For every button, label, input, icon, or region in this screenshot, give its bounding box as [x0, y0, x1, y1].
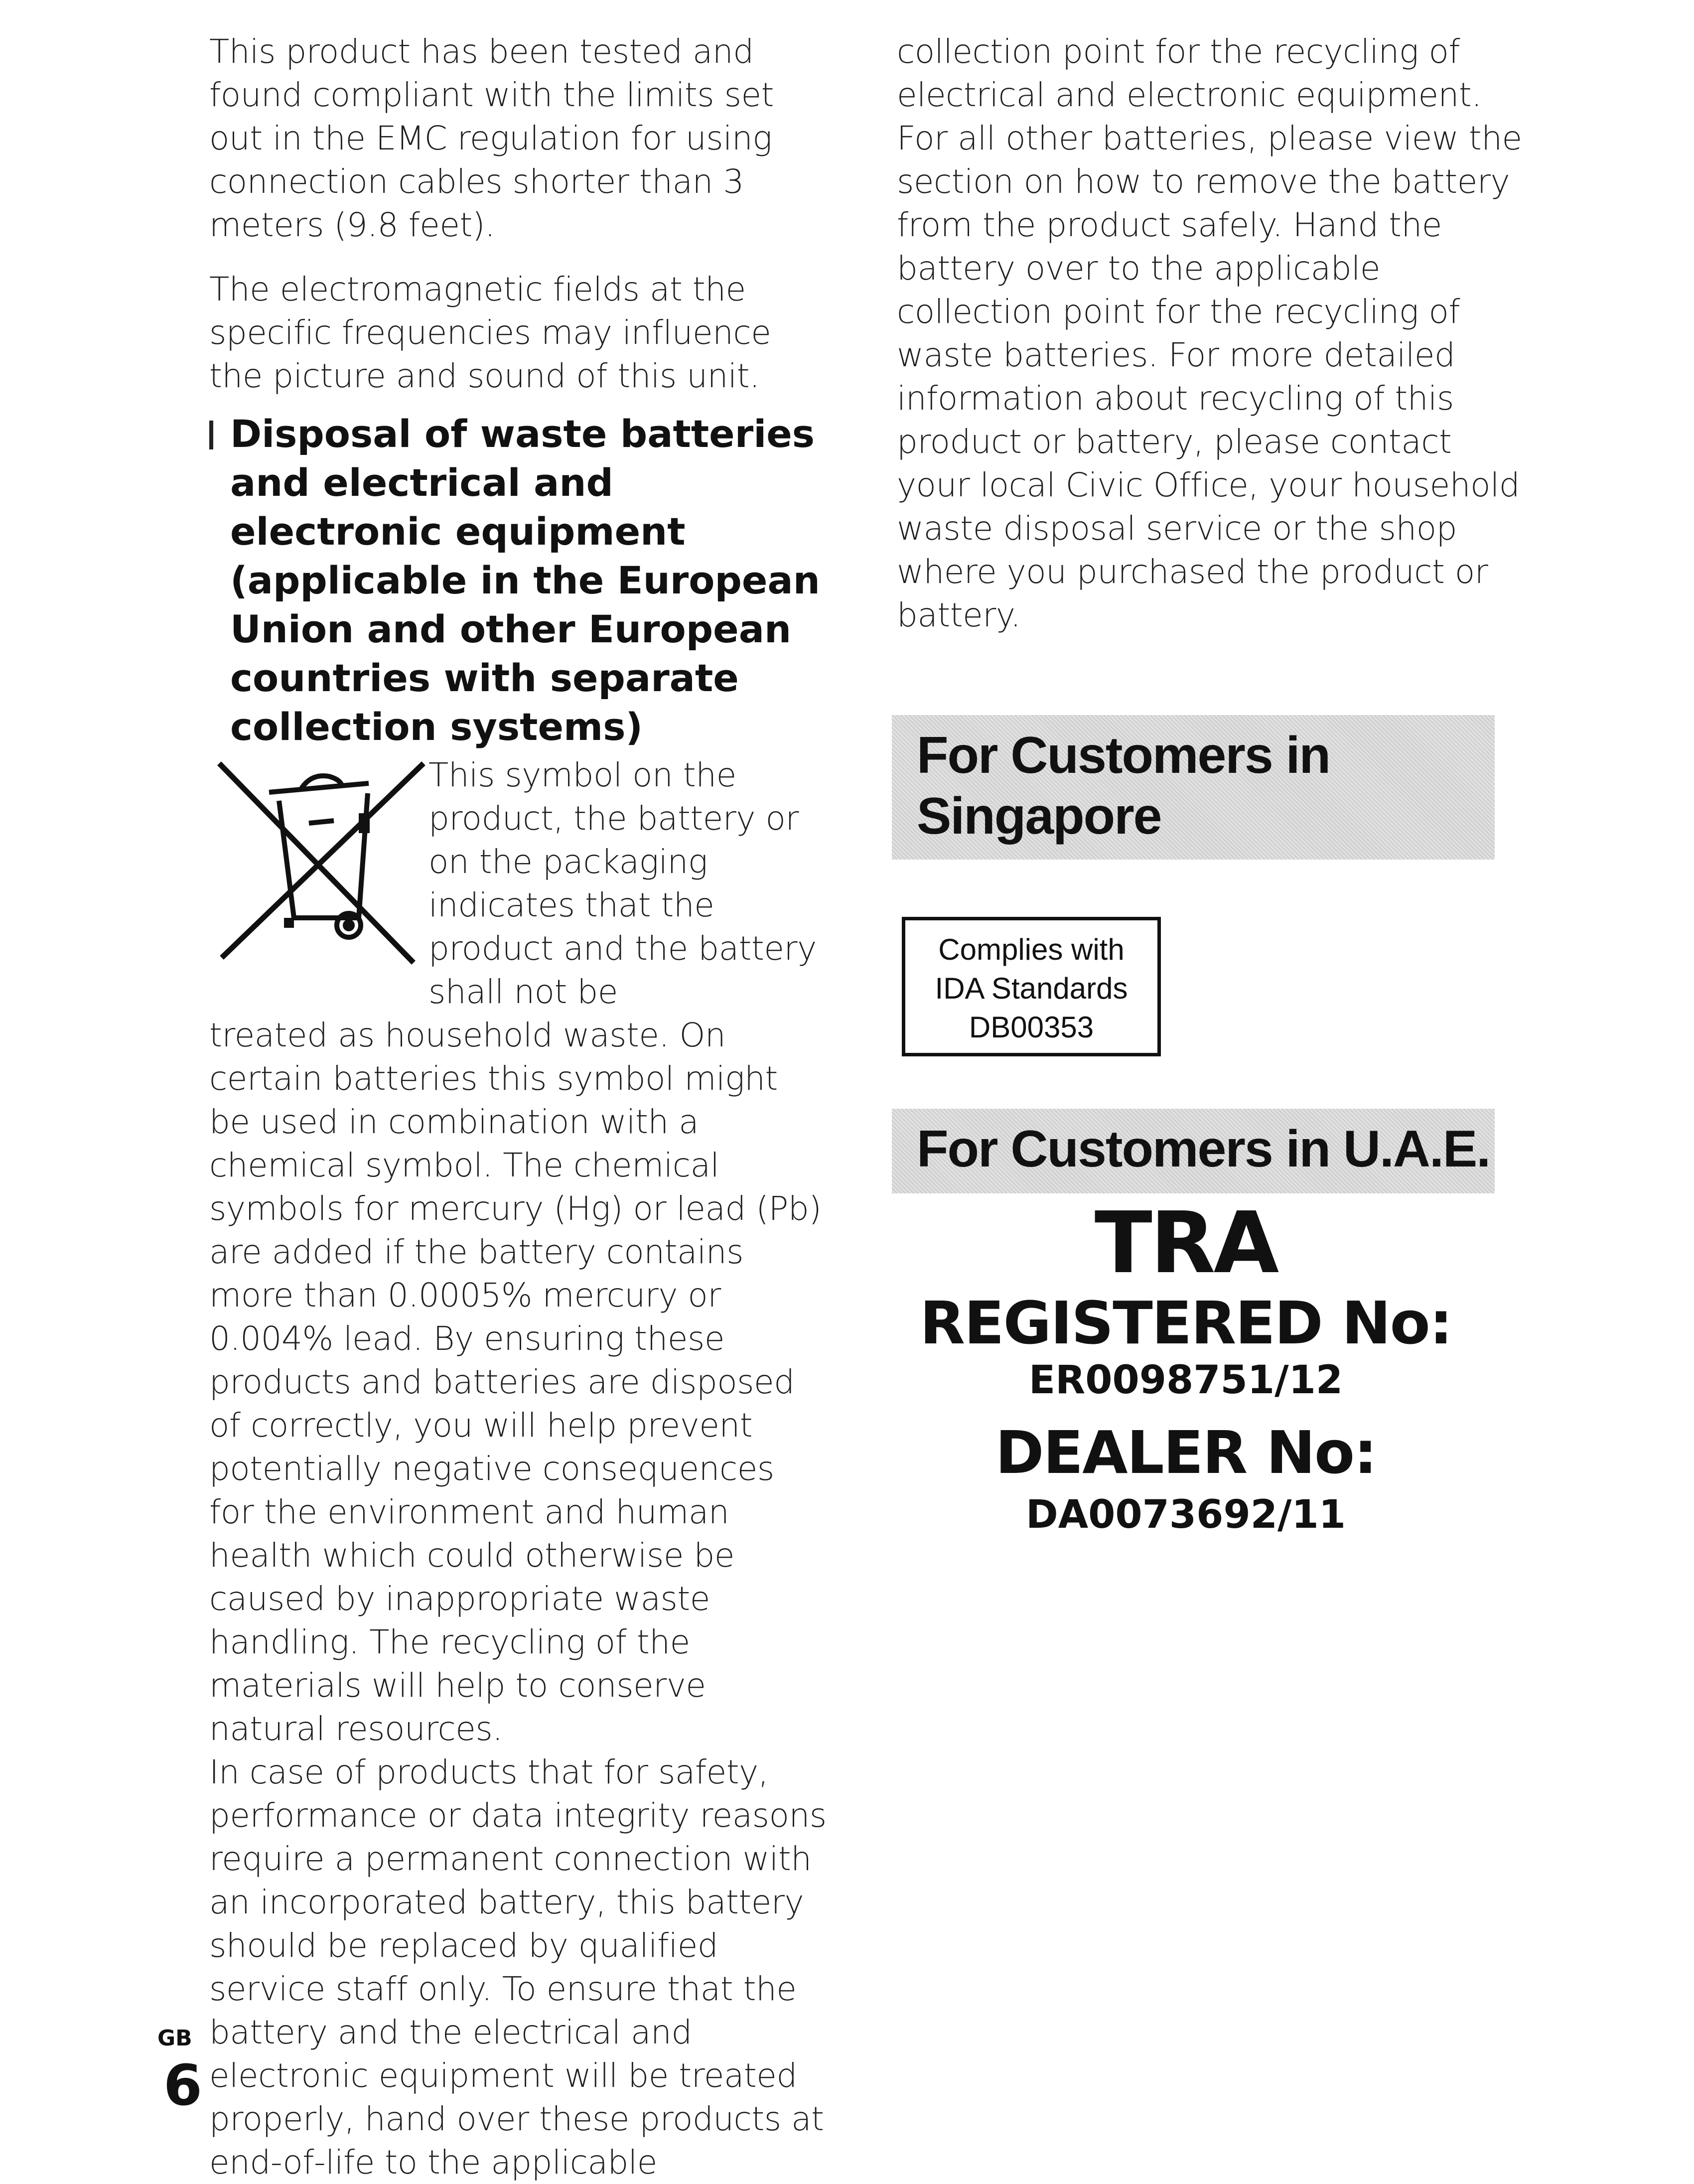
disposal-heading-text: Disposal of waste batteries and electrical and electronic equipment (applicable in the European Union and other European countries with separate collection systems) [230, 412, 820, 749]
page-number: 6 [163, 2053, 202, 2118]
singapore-heading-line1: For Customers in [917, 727, 1330, 784]
uae-heading-band [892, 1109, 1495, 1193]
weee-symbol-row [209, 753, 827, 1014]
waste-handling-paragraph: treated as household waste. On certain batteries this symbol might be used in combination with a chemical symbol. The chemical symbols for mercury (Hg) or lead (Pb) are added if the battery contains more than 0.0005% mercury or 0.004% lead. By ensuring these products and batteries are disposed of correctly, you will help prevent potentially negative consequences for the environment and human health which could otherwise be caused by inappropriate waste handling. The recycling of the materials will help to conserve natural resources. [209, 1016, 822, 1748]
registered-label: REGISTERED No: [920, 1289, 1452, 1357]
crossed-out-wheelie-bin-icon [209, 753, 428, 968]
ida-line2: IDA Standards [935, 972, 1128, 1005]
recycling-continued-paragraph: collection point for the recycling of electrical and electronic equipment. For all other batteries, please view the section on how to remove the battery from the product safely. Hand the battery over to the applicable collection point for the recycling of waste batteries. For more detailed information about recycling of this product or battery, please contact your local Civic Office, your household waste disposal service or the shop where you purchased the product or battery. [897, 32, 1522, 634]
singapore-heading-line2: Singapore [917, 787, 1161, 845]
weee-symbol-description: This symbol on the product, the battery or on the packaging indicates that the product and the battery shall not be [428, 756, 817, 1011]
left-column [209, 30, 827, 2184]
dealer-number: DA0073692/11 [1025, 1492, 1346, 1537]
heading-marker [209, 421, 213, 449]
dealer-label: DEALER No: [995, 1418, 1377, 1487]
emc-compliance-paragraph: This product has been tested and found compliant with the limits set out in the EMC regulation for using connection cables shorter than 3 meters (9.8 feet). [209, 32, 774, 244]
incorporated-battery-paragraph: In case of products that for safety, performance or data integrity reasons require a permanent connection with an incorporated battery, this battery should be replaced by qualified service staff only. To ensure that the battery and the electrical and electronic equipment will be treated properly, hand over these products at end-of-life to the applicable [209, 1753, 827, 2182]
ida-line3: DB00353 [969, 1011, 1094, 1044]
weee-symbol [209, 753, 428, 968]
page-language-code: GB [157, 2026, 192, 2051]
tra-title: TRA [1094, 1194, 1277, 1293]
singapore-heading-band [892, 715, 1495, 860]
ida-compliance-label [902, 917, 1161, 1056]
registered-number: ER0098751/12 [1028, 1358, 1343, 1403]
electromagnetic-fields-paragraph: The electromagnetic fields at the specific frequencies may influence the picture and sound of this unit. [209, 270, 771, 395]
right-column [897, 30, 1525, 637]
disposal-heading [209, 410, 827, 751]
uae-heading: For Customers in U.A.E. [917, 1120, 1490, 1178]
ida-line1: Complies with [938, 933, 1125, 966]
